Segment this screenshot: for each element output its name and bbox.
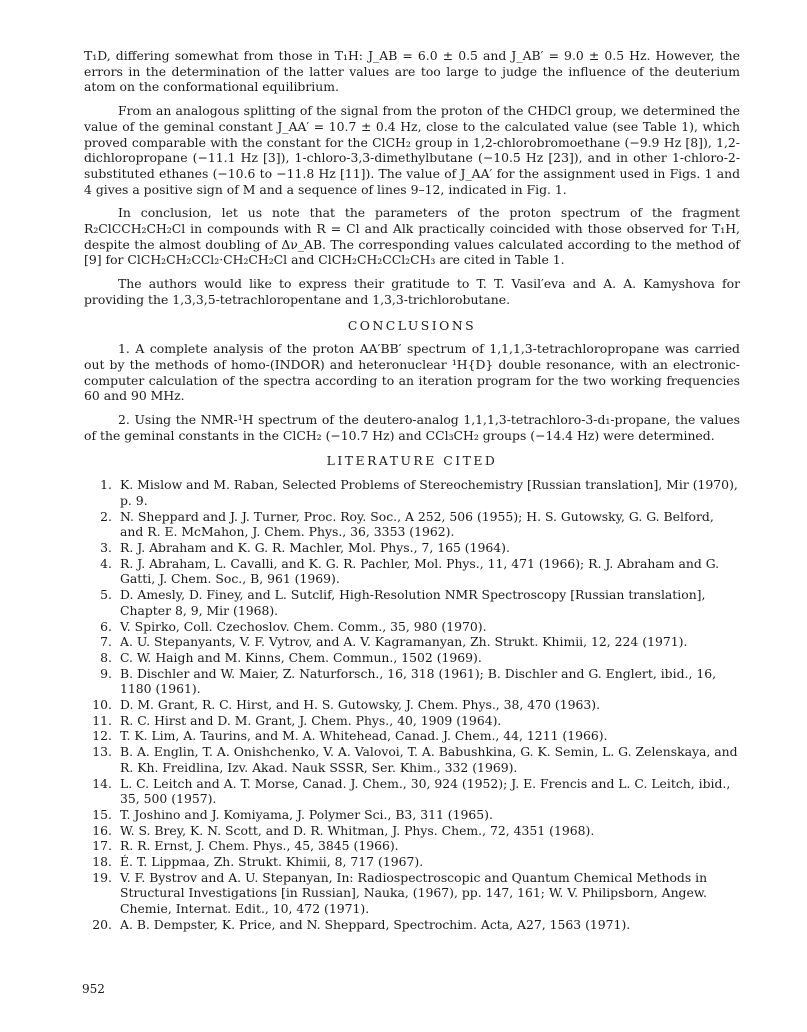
- reference-item: [84, 477, 740, 508]
- reference-number: 17.: [92, 838, 112, 854]
- body-paragraph: T₁D, differing somewhat from those in T₁H: J_AB = 6.0 ± 0.5 and J_AB′ = 9.0 ± 0.5 Hz. However, the errors in the determination of the latter values are too large to judge the influence of the deuterium atom on the conformational equilibrium.: [84, 48, 740, 95]
- reference-item: [84, 823, 740, 839]
- reference-text: L. C. Leitch and A. T. Morse, Canad. J. Chem., 30, 924 (1952); J. E. Frencis and L. C. Leitch, ibid., 35, 500 (1957).: [120, 775, 731, 807]
- reference-text: D. M. Grant, R. C. Hirst, and H. S. Gutowsky, J. Chem. Phys., 38, 470 (1963).: [120, 697, 601, 713]
- reference-item: [84, 697, 740, 713]
- reference-number: 18.: [92, 854, 112, 870]
- reference-text: É. T. Lippmaa, Zh. Strukt. Khimii, 8, 717 (1967).: [120, 854, 424, 870]
- reference-item: [84, 619, 740, 635]
- reference-item: [84, 634, 740, 650]
- reference-text: B. A. Englin, T. A. Onishchenko, V. A. Valovoi, T. A. Babushkina, G. K. Semin, L. G. Zelenskaya, and R. Kh. Freidlina, Izv. Akad. Nauk SSSR, Ser. Khim., 332 (1969).: [120, 744, 738, 775]
- conclusions-heading: CONCLUSIONS: [347, 317, 477, 333]
- reference-text: A. B. Dempster, K. Price, and N. Sheppard, Spectrochim. Acta, A27, 1563 (1971).: [120, 916, 631, 932]
- reference-number: 20.: [92, 916, 112, 932]
- reference-item: [84, 713, 740, 729]
- reference-item: [84, 838, 740, 854]
- reference-number: 13.: [92, 744, 112, 760]
- reference-text: V. Spirko, Coll. Czechoslov. Chem. Comm., 35, 980 (1970).: [120, 618, 487, 634]
- reference-text: W. S. Brey, K. N. Scott, and D. R. Whitman, J. Phys. Chem., 72, 4351 (1968).: [120, 822, 595, 838]
- reference-number: 3.: [100, 539, 112, 555]
- reference-text: R. C. Hirst and D. M. Grant, J. Chem. Phys., 40, 1909 (1964).: [120, 712, 502, 728]
- reference-item: [84, 540, 740, 556]
- reference-number: 12.: [92, 728, 112, 744]
- reference-text: V. F. Bystrov and A. U. Stepanyan, In: Radiospectroscopic and Quantum Chemical Methods in Structural Investigations [in Russian], Nauka, (1967), pp. 147, 161; W. V. Philipsborn, Angew. Chemie, Internat. Edit., 10, 472 (1971).: [120, 869, 708, 917]
- reference-text: B. Dischler and W. Maier, Z. Naturforsch., 16, 318 (1961); B. Dischler and G. Englert, ibid., 16, 1180 (1961).: [120, 665, 717, 697]
- reference-text: R. J. Abraham, L. Cavalli, and K. G. R. Pachler, Mol. Phys., 11, 471 (1966); R. J. Abraham and G. Gatti, J. Chem. Soc., B, 961 (1969).: [120, 555, 720, 587]
- reference-text: R. R. Ernst, J. Chem. Phys., 45, 3845 (1966).: [120, 838, 399, 854]
- reference-item: [84, 807, 740, 823]
- reference-item: [84, 776, 740, 807]
- reference-number: 4.: [100, 555, 112, 571]
- reference-number: 5.: [100, 587, 112, 603]
- acknowledgment-paragraph: The authors would like to express their gratitude to T. T. Vasil′eva and A. A. Kamyshova for providing the 1,3,3,5-tetrachloropentane and 1,3,3-trichlorobutane.: [84, 276, 740, 307]
- reference-text: R. J. Abraham and K. G. R. Machler, Mol. Phys., 7, 165 (1964).: [120, 539, 510, 555]
- reference-number: 6.: [100, 618, 112, 634]
- conclusion-item: 2. Using the NMR-¹H spectrum of the deutero-analog 1,1,1,3-tetrachloro-3-d₁-propane, the values of the geminal constants in the ClCH₂ (−10.7 Hz) and CCl₃CH₂ groups (−14.4 Hz) were determined.: [84, 412, 740, 443]
- reference-item: [84, 728, 740, 744]
- page-body: [84, 48, 740, 933]
- reference-number: 19.: [92, 869, 112, 885]
- body-paragraph: In conclusion, let us note that the parameters of the proton spectrum of the fragment R₂ClCCH₂CH₂Cl in compounds with R = Cl and Alk practically coincided with those observed for T₁H, despite the almost doubling of Δν_AB. The corresponding values calculated according to the method of [9] for ClCH₂CH₂CCl₂·CH₂CH₂Cl and ClCH₂CH₂CCl₂CH₃ are cited in Table 1.: [84, 205, 740, 268]
- body-paragraph: From an analogous splitting of the signal from the proton of the CHDCl group, we determined the value of the geminal constant J_AA′ = 10.7 ± 0.4 Hz, close to the calculated value (see Table 1), which proved comparable with the constant for the ClCH₂ group in 1,2-chlorobromoethane (−9.9 Hz [8]), 1,2-dichloropropane (−11.1 Hz [3]), 1-chloro-3,3-dimethylbutane (−10.5 Hz [23]), and in other 1-chloro-2-substituted ethanes (−10.6 to −11.8 Hz [11]). The value of J_AA′ for the assignment used in Figs. 1 and 4 gives a positive sign of M and a sequence of lines 9–12, indicated in Fig. 1.: [84, 103, 740, 197]
- reference-number: 9.: [100, 665, 112, 681]
- reference-text: T. K. Lim, A. Taurins, and M. A. Whitehead, Canad. J. Chem., 44, 1211 (1966).: [120, 728, 608, 744]
- reference-text: T. Joshino and J. Komiyama, J. Polymer Sci., B3, 311 (1965).: [120, 806, 493, 822]
- reference-item: [84, 509, 740, 540]
- reference-number: 7.: [100, 634, 112, 650]
- reference-number: 15.: [92, 806, 112, 822]
- reference-text: N. Sheppard and J. J. Turner, Proc. Roy. Soc., A 252, 506 (1955); H. S. Gutowsky, G. G. Belford, and R. E. McMahon, J. Chem. Phys., 36, 3353 (1962).: [120, 508, 714, 540]
- reference-number: 11.: [92, 712, 112, 728]
- reference-number: 10.: [92, 697, 112, 713]
- reference-item: [84, 917, 740, 933]
- reference-item: [84, 666, 740, 697]
- conclusion-item: 1. A complete analysis of the proton AA′BB′ spectrum of 1,1,1,3-tetrachloropropane was carried out by the methods of homo-(INDOR) and heteronuclear ¹H{D} double resonance, with an electronic-computer calculation of the spectra according to an iteration program for the two working frequencies 60 and 90 MHz.: [84, 341, 740, 404]
- reference-number: 14.: [92, 775, 112, 791]
- reference-number: 2.: [100, 508, 112, 524]
- reference-number: 1.: [100, 477, 112, 493]
- reference-list: [84, 477, 740, 932]
- reference-text: A. U. Stepanyants, V. F. Vytrov, and A. V. Kagramanyan, Zh. Strukt. Khimii, 12, 224 (1971).: [120, 634, 688, 650]
- reference-item: [84, 650, 740, 666]
- reference-item: [84, 854, 740, 870]
- page-number: 952: [82, 982, 105, 996]
- reference-text: K. Mislow and M. Raban, Selected Problems of Stereochemistry [Russian translation], Mir (1970), p. 9.: [120, 477, 738, 508]
- reference-number: 16.: [92, 822, 112, 838]
- reference-item: [84, 556, 740, 587]
- reference-number: 8.: [100, 649, 112, 665]
- reference-text: D. Amesly, D. Finey, and L. Sutclif, High-Resolution NMR Spectroscopy [Russian translation], Chapter 8, 9, Mir (1968).: [120, 587, 706, 618]
- reference-item: [84, 587, 740, 618]
- literature-heading: LITERATURE CITED: [326, 453, 498, 469]
- reference-item: [84, 744, 740, 775]
- reference-text: C. W. Haigh and M. Kinns, Chem. Commun., 1502 (1969).: [120, 649, 482, 665]
- reference-item: [84, 870, 740, 917]
